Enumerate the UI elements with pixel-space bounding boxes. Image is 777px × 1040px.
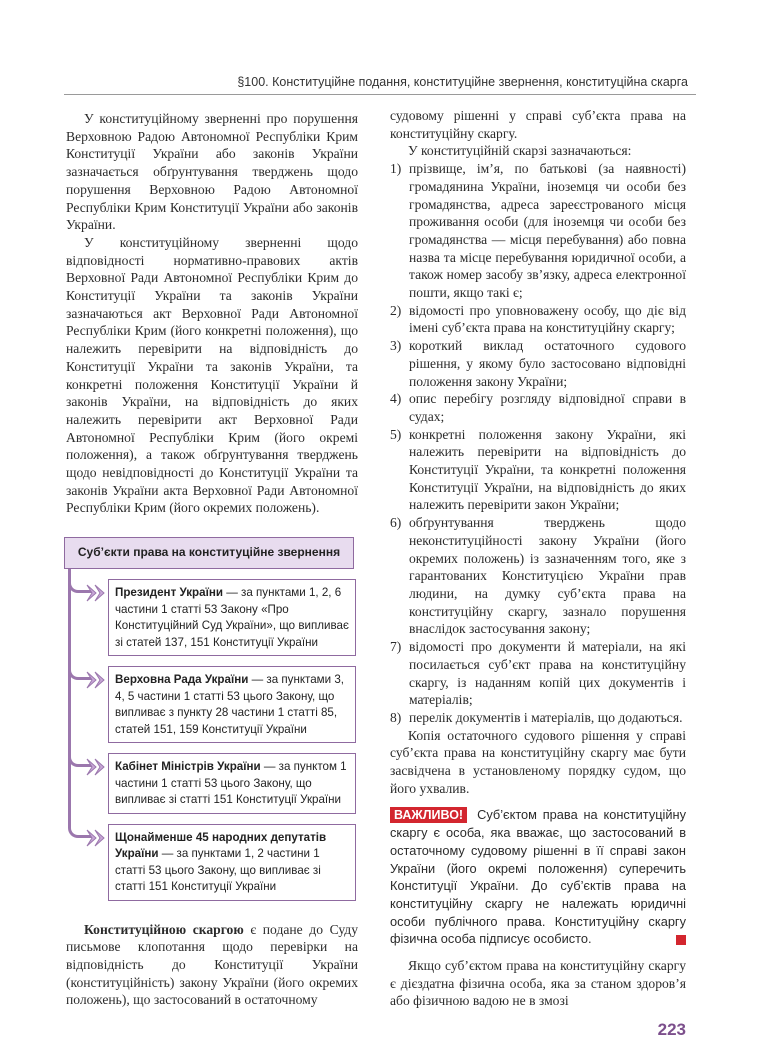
list-intro: У конституційній скарзі зазначаються: xyxy=(408,143,632,159)
paragraph: Якщо суб’єктом права на конституційну скаргу є дієздатна фізична особа, яка за станом здоров’я або фізичною вадою не в змозі xyxy=(390,958,686,1009)
subject-name: Щонайменше 45 народних депутатів України xyxy=(115,830,327,861)
item-number: 6) xyxy=(390,515,402,531)
subject-box-cabinet xyxy=(108,753,356,814)
list-item xyxy=(390,514,686,638)
item-text: перелік документів і матеріалів, що додаються. xyxy=(409,709,683,725)
diagram-row xyxy=(64,753,356,814)
diagram-title: Суб’єкти права на конституційне звернення xyxy=(64,537,354,569)
list-item xyxy=(390,160,686,302)
double-chevron-arrow-icon xyxy=(86,671,106,689)
left-column xyxy=(66,110,358,1009)
subject-box-president xyxy=(108,579,356,656)
term: Конституційною скаргою xyxy=(84,921,244,937)
paragraph xyxy=(66,921,358,1010)
list-item xyxy=(390,302,686,337)
double-chevron-arrow-icon xyxy=(86,584,106,602)
double-chevron-arrow-icon xyxy=(86,758,106,776)
subject-box-deputies xyxy=(108,824,356,901)
item-number: 5) xyxy=(390,426,402,442)
item-text: відомості про документи й матеріали, на які посилається суб’єкт права на конституційну скаргу, із наданням копій цих документів і матеріалів; xyxy=(409,639,686,708)
definition: є подане до Суду письмове клопотання щодо перевірки на відповідність до Конституції України (конституційність) закону України (його окремих положень), що застосований в остаточному xyxy=(66,921,358,1008)
item-text: відомості про уповноважену особу, що діє від імені суб’єкта права на конституційну скаргу; xyxy=(409,302,686,336)
subject-name: Президент України xyxy=(115,586,223,600)
item-number: 1) xyxy=(390,161,402,177)
subject-basis: — за пунктами 1, 2 частини 1 статті 53 цього Закону, що випливає зі статті 151 Конституції України xyxy=(115,847,321,894)
section-title: §100. Конституційне подання, конституційне звернення, конституційна скарга xyxy=(237,75,688,89)
page-number: 223 xyxy=(657,1020,686,1040)
item-text: опис перебігу розгляду відповідної справи в судах; xyxy=(409,391,686,424)
item-number: 4) xyxy=(390,391,402,407)
subject-basis: — за пунктом 1 частини 1 статті 53 цього Закону, що випливає зі статті 151 Конституції України xyxy=(115,760,347,807)
diagram-rows xyxy=(64,579,356,901)
subject-name: Верховна Рада України xyxy=(115,673,249,687)
paragraph: судовому рішенні у справі суб’єкта права на конституційну скаргу. xyxy=(390,108,686,141)
item-text: прізвище, ім’я, по батькові (за наявності) громадянина України, іноземця чи особи без громадянства, адреса зареєстрованого місця проживання особи (для іноземця чи особи без громадянства — місця перебування) або повна назва та місце перебування юридичної особи, а також номер засобу зв’язку, адреса електронної пошти, якщо такі є; xyxy=(409,161,686,301)
item-number: 7) xyxy=(390,639,402,655)
subject-box-parliament xyxy=(108,666,356,743)
item-number: 2) xyxy=(390,302,402,318)
list-item xyxy=(390,709,686,727)
paragraph: У конституційному зверненні про порушення Верховною Радою Автономної Республіки Крим Конституції України або законів України зазначається обґрунтування тверджень щодо порушення Верховною Радою Автономної Республіки Крим Конституції України або законів України. xyxy=(66,111,358,233)
running-header xyxy=(64,72,696,95)
subject-basis: — за пунктами 1, 2, 6 частини 1 статті 53 Закону «Про Конституційний Суд України», що випливає зі статей 137, 151 Конституції України xyxy=(115,586,349,649)
end-marker-icon xyxy=(676,935,686,945)
paragraph: Копія остаточного судового рішення у справі суб’єкта права на конституційну скаргу має бути засвідчена в установленому порядку судом, що його ухвалив. xyxy=(390,727,686,796)
right-column xyxy=(390,107,686,1040)
list-item xyxy=(390,337,686,390)
double-chevron-arrow-icon xyxy=(86,829,106,847)
important-note xyxy=(390,806,686,948)
subject-basis: — за пунктами 3, 4, 5 частини 1 статті 53 цього Закону, що випливає з пункту 28 частини 1 статті 85, статей 151, 159 Конституції України xyxy=(115,673,345,736)
subjects-diagram xyxy=(64,537,356,901)
important-badge: ВАЖЛИВО! xyxy=(390,807,467,823)
diagram-row xyxy=(64,579,356,656)
diagram-row xyxy=(64,666,356,743)
paragraph: У конституційному зверненні щодо відповідності нормативно-правових актів Верховної Ради Автономної Республіки Крим до Конституції України та законів України зазначаються акт Верховної Ради Автономної Республіки Крим (його конкретні положення), що належить перевірити на відповідність до Конституції України та законів України, та конкретні положення Конституції України й законів України, на відповідність до яких належить перевірити акт Верховної Ради Автономної Республіки Крим (його окремі положення), а також обґрунтування тверджень щодо невідповідності до Конституції України та законів України акта Верховної Ради Автономної Республіки Крим (його окремих положень). xyxy=(66,234,358,516)
diagram-row xyxy=(64,824,356,901)
list-item xyxy=(390,390,686,425)
item-number: 8) xyxy=(390,709,402,725)
item-text: конкретні положення закону України, які належить перевірити на відповідність до Конституції України, та конкретні положення Конституції України, на відповідність до яких належить перевірити закон України; xyxy=(409,426,686,513)
list-item xyxy=(390,426,686,515)
item-number: 3) xyxy=(390,338,402,354)
item-text: короткий виклад остаточного судового рішення, у якому було застосовано відповідні положення закону України; xyxy=(409,338,686,389)
item-text: обґрунтування тверджень щодо неконституційності закону України (його окремих положень) із зазначенням того, яке з гарантованих Конституцією України прав людини, на думку суб’єкта права на конституційну скаргу, зазнало порушення внаслідок застосування закону; xyxy=(409,515,686,637)
list-item xyxy=(390,638,686,709)
important-text: Суб’єктом права на конституційну скаргу є особа, яка вважає, що застосований в остаточному судовому рішенні в її справі закон України (його окремі положення) суперечить Конституції України. До суб’єктів права на конституційну скаргу не належать юридичні особи публічного права. Конституційну скаргу фізична особа підписує особисто. xyxy=(390,807,686,947)
requirements-list xyxy=(390,160,686,727)
subject-name: Кабінет Міністрів України xyxy=(115,760,261,774)
